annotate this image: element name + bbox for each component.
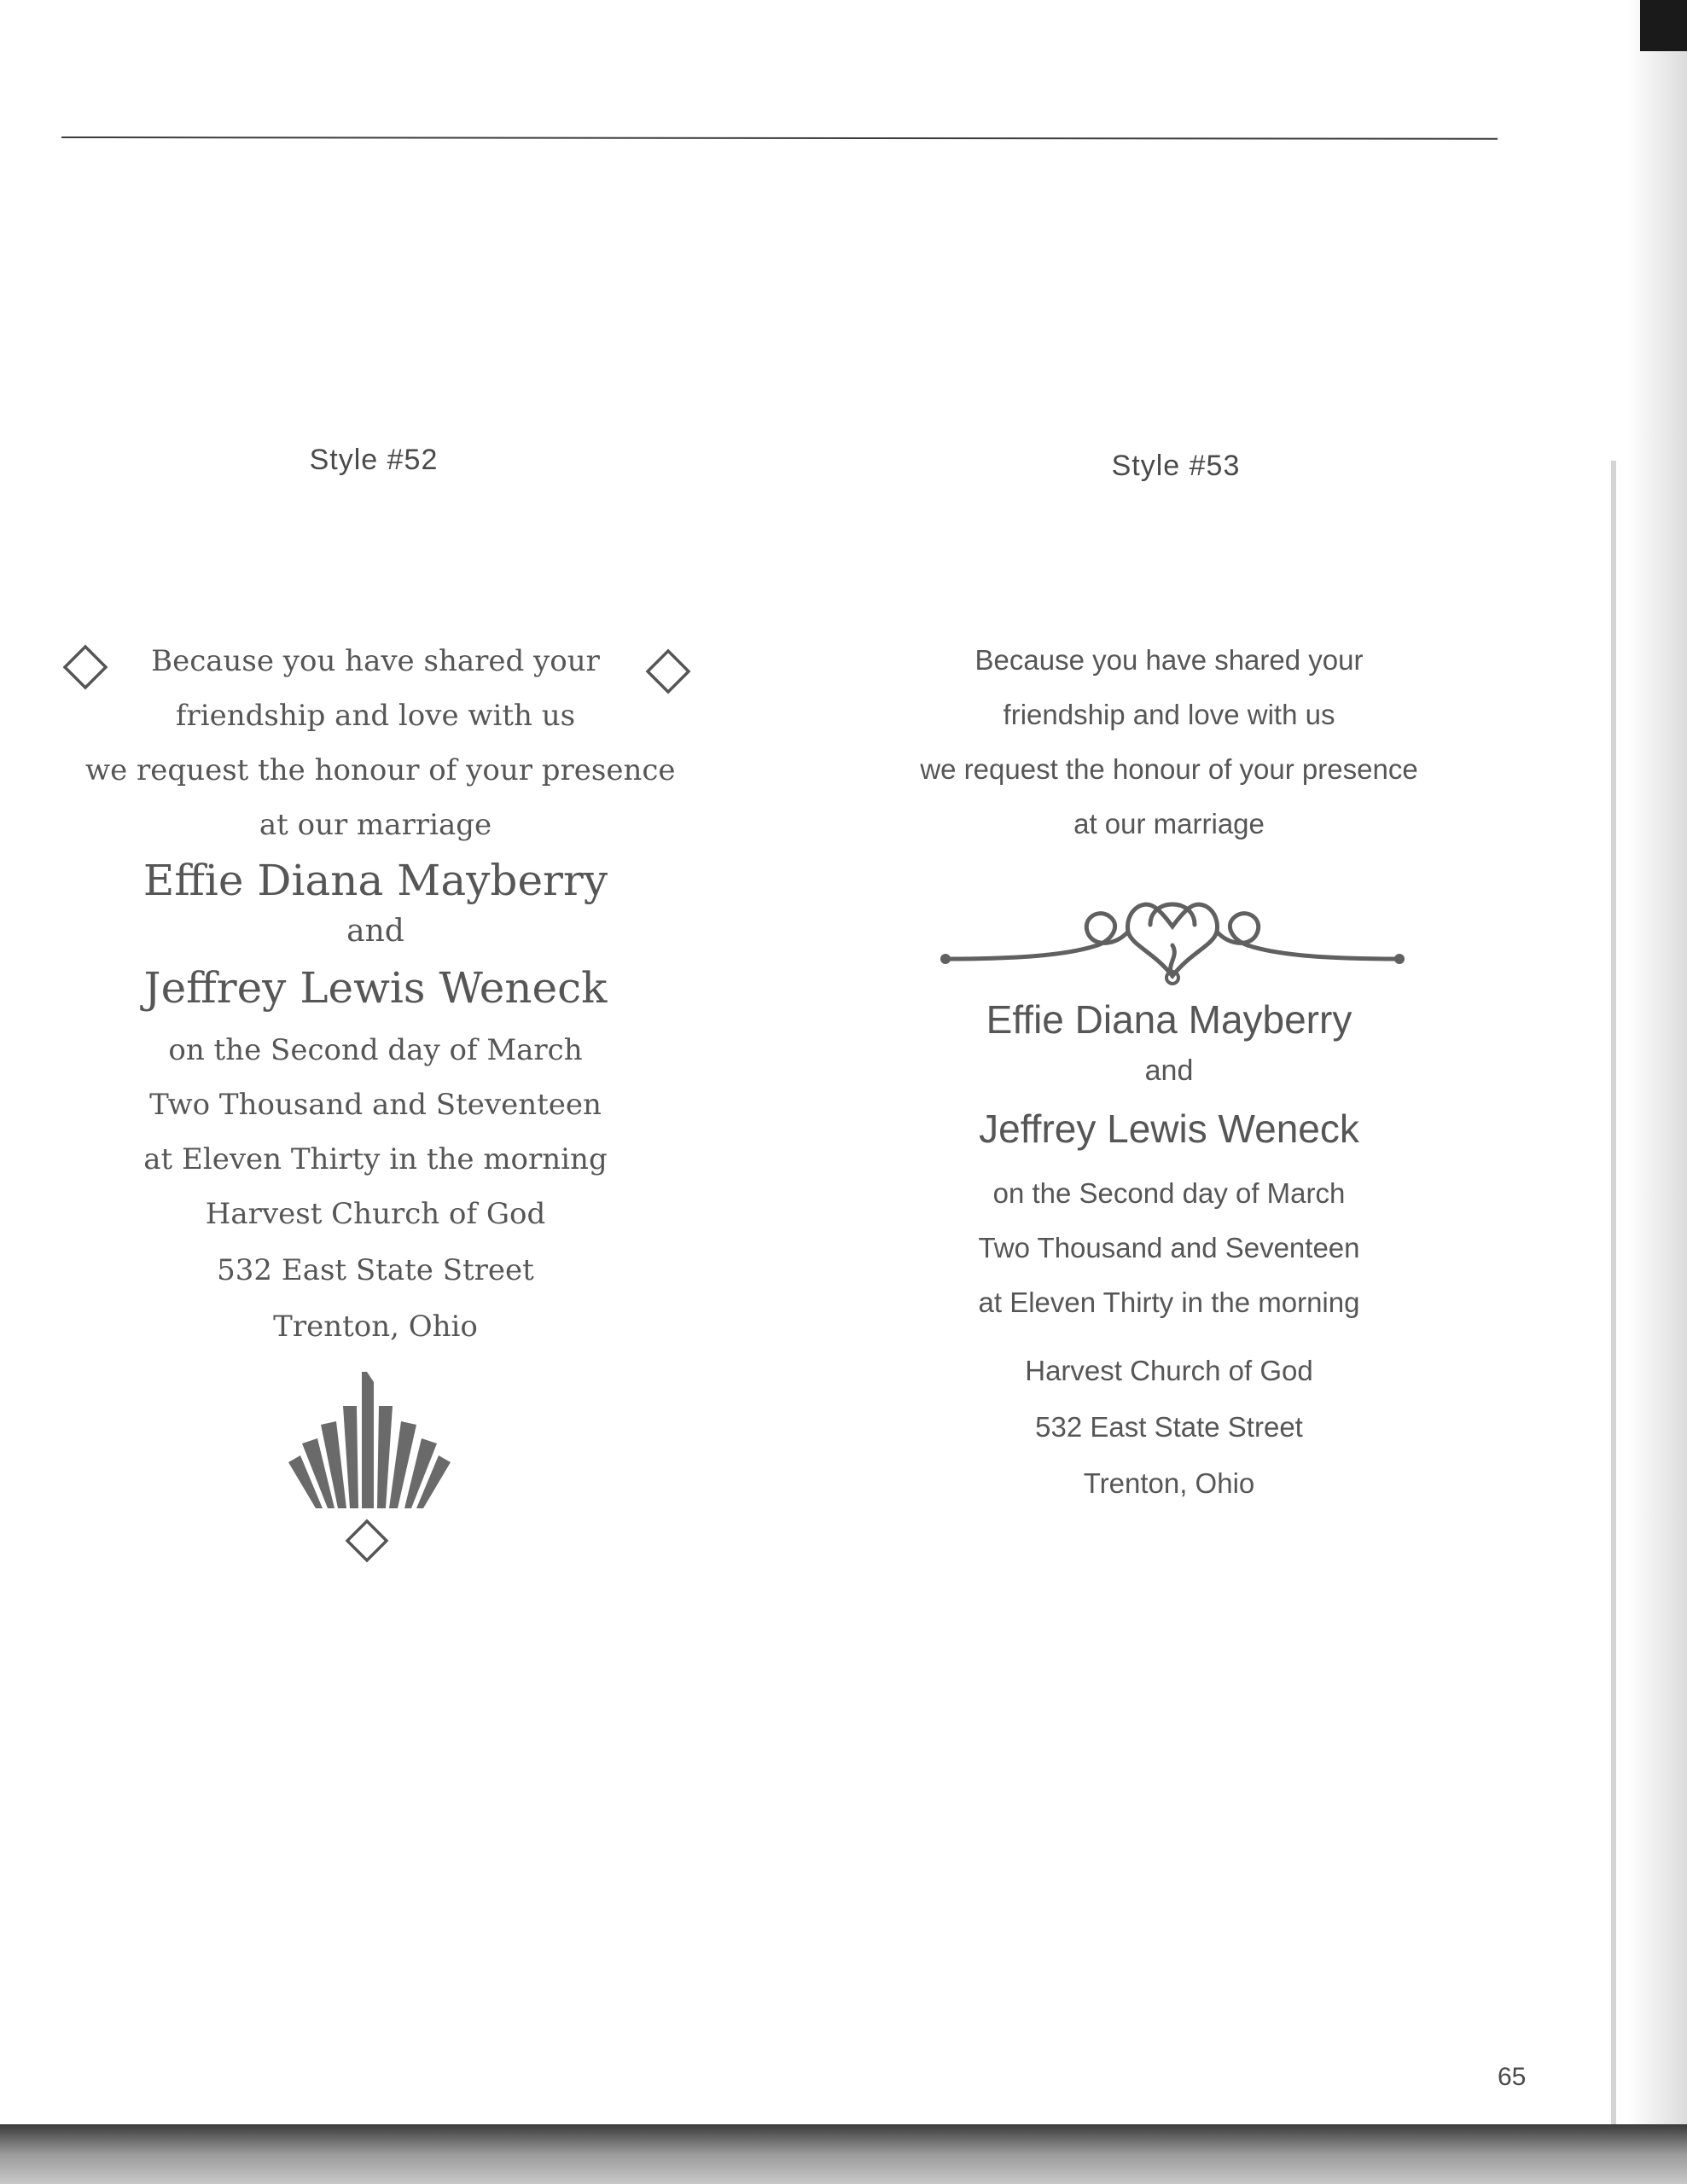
page-number: 65 (1498, 2063, 1527, 2091)
invitation-line: at our marriage (1073, 808, 1265, 839)
invitation-line: friendship and love with us (1003, 699, 1335, 730)
invitation-style-52 (85, 644, 676, 1364)
bride-name: Effie Diana Mayberry (986, 997, 1353, 1042)
invitation-style-53-bottom (879, 996, 1459, 1522)
fan-icon (288, 1372, 451, 1525)
time-line: at Eleven Thirty in the morning (143, 1142, 608, 1176)
invitation-line: Because you have shared your (151, 644, 600, 678)
style-53-label: Style #53 (1111, 450, 1241, 482)
scan-bottom-edge (0, 2124, 1687, 2184)
venue-line: Harvest Church of God (205, 1197, 546, 1231)
groom-name: Jeffrey Lewis Weneck (143, 963, 608, 1013)
invitation-style-53-top (879, 644, 1459, 863)
city-line: Trenton, Ohio (273, 1310, 478, 1344)
and-text: and (1144, 1054, 1194, 1087)
heart-scroll-divider-icon (939, 863, 1406, 983)
and-text: and (346, 914, 404, 949)
page-shadow (1627, 0, 1687, 2184)
date-line: on the Second day of March (168, 1033, 583, 1067)
scan-corner (1640, 0, 1687, 51)
time-line: at Eleven Thirty in the morning (978, 1287, 1360, 1318)
diamond-icon (345, 1519, 389, 1563)
invitation-line: at our marriage (259, 808, 492, 842)
venue-line: Harvest Church of God (1025, 1355, 1313, 1386)
style-52-label: Style #52 (309, 444, 439, 476)
top-rule (61, 136, 1498, 140)
invitation-line: Because you have shared your (974, 644, 1364, 676)
invitation-line: we request the honour of your presence (85, 753, 676, 787)
date-line: on the Second day of March (992, 1177, 1346, 1209)
address-line: 532 East State Street (217, 1253, 534, 1287)
page-edge (1611, 461, 1616, 2133)
address-line: 532 East State Street (1035, 1411, 1303, 1443)
year-line: Two Thousand and Steventeen (149, 1088, 602, 1122)
groom-name: Jeffrey Lewis Weneck (979, 1107, 1359, 1151)
year-line: Two Thousand and Seventeen (978, 1232, 1360, 1263)
invitation-line: friendship and love with us (175, 699, 576, 733)
invitation-line: we request the honour of your presence (920, 753, 1418, 785)
bride-name: Effie Diana Mayberry (143, 856, 608, 905)
city-line: Trenton, Ohio (1083, 1467, 1255, 1499)
